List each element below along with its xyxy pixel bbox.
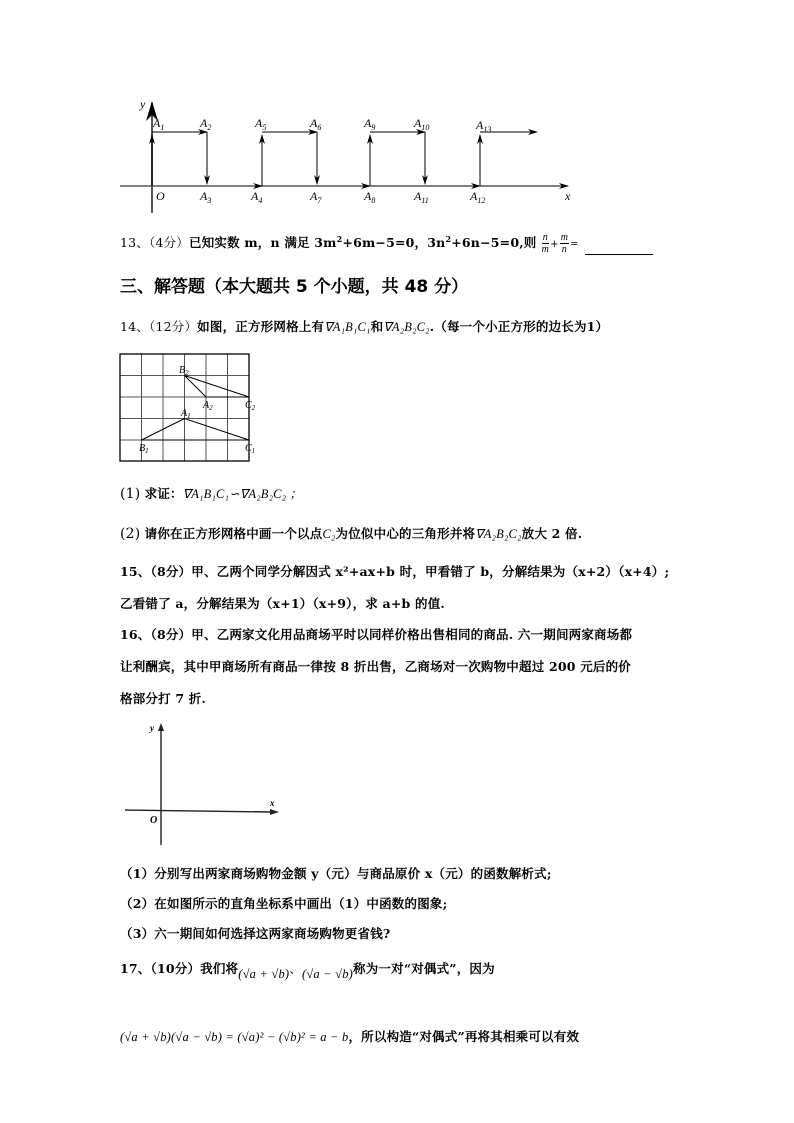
- question-17-line-2: (√a + √b)(√a − √b) = (√a)² − (√b)² = a − b，所以构造“对偶式”再将其相乘可以有效: [120, 1029, 580, 1044]
- svg-text:A1: $A_1$: [153, 116, 165, 132]
- svg-text:A9: $A_9$: [364, 116, 376, 132]
- question-14: 14、（12分）如图，正方形网格上有∇A₁B₁C₁和∇A₂B₂C₂.（每一个小正方形的边长为1）: [120, 319, 609, 334]
- svg-text:B2: $B_2$: [179, 365, 189, 377]
- answer-blank[interactable]: [585, 242, 653, 255]
- svg-text:A1: $A_1$: [181, 408, 191, 420]
- svg-text:A13: $A_{13}$: [476, 118, 492, 134]
- svg-text:x: x: [270, 798, 275, 808]
- svg-text:A2: $A_2$: [203, 400, 213, 412]
- question-16-part-1: （1）分别写出两家商场购物金额 y（元）与商品原价 x（元）的函数解析式;: [120, 866, 552, 881]
- question-16-line-1: 16、（8分）甲、乙两家文化用品商场平时以同样价格出售相同的商品. 六一期间两家商场都: [120, 627, 633, 642]
- fraction-m-over-n: $\frac{m}{n}$: [560, 232, 569, 255]
- svg-text:y: y: [150, 723, 154, 733]
- svg-text:C2: $C_2$: [245, 400, 256, 412]
- section-title: 三、解答题（本大题共 5 个小题，共 48 分）: [120, 277, 469, 297]
- step-path-diagram: [110, 90, 590, 215]
- svg-text:O: O: [150, 815, 158, 826]
- question-14-part-1: (1) 求证：∇A₁B₁C₁∽∇A₂B₂C₂ ；: [120, 486, 303, 502]
- question-15-line-2: 乙看错了 a，分解结果为（x+1）（x+9），求 a+b 的值.: [120, 596, 445, 611]
- svg-text:A11: $A_{11}$: [414, 189, 429, 205]
- svg-text:C1: $C_1$: [245, 443, 256, 455]
- fraction-n-over-m: $\frac{n}{m}$: [541, 232, 550, 255]
- question-16-line-3: 格部分打 7 折.: [120, 691, 207, 706]
- svg-text:A2: $A_2$: [200, 116, 212, 132]
- question-13: 13、（4分）已知实数 m，n 满足 $3m^2+6m-5=0$，$3n^2+6n-5=0$,则 $\frac{n}{m}$ + $\frac{m}{n}$ =: [120, 232, 653, 255]
- question-17-line-1: 17、（10分）我们将(√a + √b)、(√a − √b)称为一对“对偶式”，因为: [120, 961, 495, 981]
- x-axis-label: x: [565, 189, 571, 203]
- svg-text:A12: $A_{12}$: [470, 189, 486, 205]
- svg-text:A5: $A_5$: [255, 116, 267, 132]
- origin-label: O: [156, 189, 165, 203]
- coordinate-axes: [115, 715, 290, 850]
- svg-text:A6: $A_6$: [310, 116, 322, 132]
- svg-text:A10: $A_{10}$: [414, 116, 430, 132]
- y-axis-label: y: [140, 97, 146, 111]
- question-16-line-2: 让利酬宾，其中甲商场所有商品一律按 8 折出售，乙商场对一次购物中超过 200 元后的价: [120, 659, 631, 674]
- question-14-part-2: (2) 请你在正方形网格中画一个以点C₂为位似中心的三角形并将∇A₂B₂C₂放大 2 倍.: [120, 526, 583, 542]
- svg-text:A8: $A_8$: [364, 189, 376, 205]
- svg-text:A4: $A_4$: [251, 189, 263, 205]
- svg-text:A3: $A_3$: [200, 189, 212, 205]
- svg-text:B1: $B_1$: [139, 443, 149, 455]
- question-16-part-2: （2）在如图所示的直角坐标系中画出（1）中函数的图象;: [120, 896, 448, 911]
- question-16-part-3: （3）六一期间如何选择这两家商场购物更省钱?: [120, 926, 391, 941]
- svg-text:A7: $A_7$: [310, 189, 322, 205]
- square-grid-diagram: [115, 348, 275, 466]
- question-15-line-1: 15、（8分）甲、乙两个同学分解因式 x²+ax+b 时，甲看错了 b，分解结果为（x+2）（x+4）;: [120, 564, 670, 579]
